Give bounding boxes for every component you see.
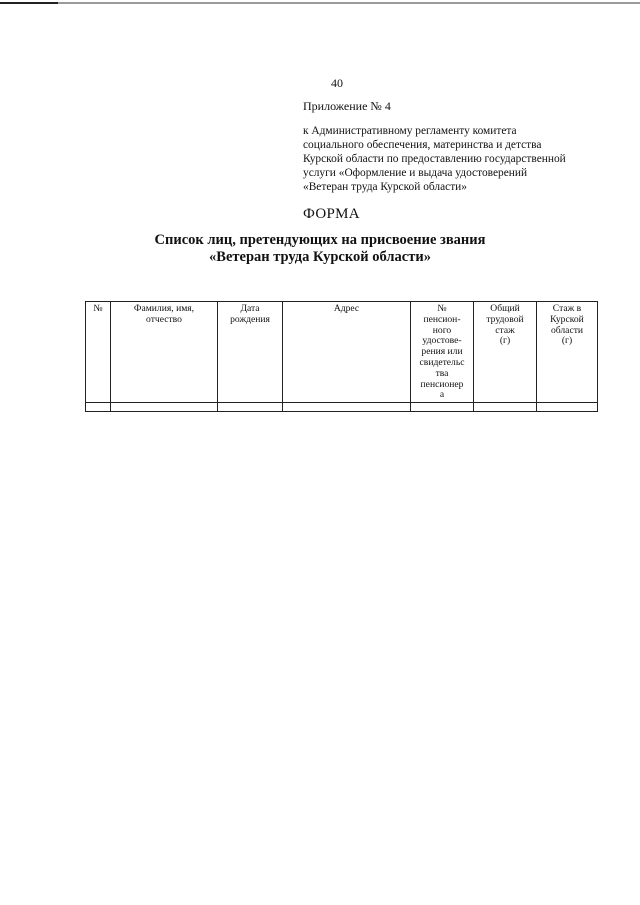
header-address: Адрес xyxy=(283,302,411,403)
header-kursk-experience: Стаж в Курской области (г) xyxy=(537,302,598,403)
table-cell xyxy=(86,403,111,412)
table-cell xyxy=(474,403,537,412)
appendix-reference xyxy=(303,124,603,194)
table-cell xyxy=(411,403,474,412)
table-cell xyxy=(283,403,411,412)
appendix-label: Приложение № 4 xyxy=(303,99,391,113)
page-number: 40 xyxy=(331,76,343,90)
header-number: № xyxy=(86,302,111,403)
table-cell xyxy=(218,403,283,412)
title-line-1: Список лиц, претендующих на присвоение звания xyxy=(154,232,486,248)
appendix-line: социального обеспечения, материнства и детства xyxy=(303,139,542,151)
appendix-line: к Административному регламенту комитета xyxy=(303,125,517,137)
table-cell xyxy=(111,403,218,412)
header-total-experience: Общий трудовой стаж (г) xyxy=(474,302,537,403)
table-row xyxy=(86,403,598,412)
header-full-name: Фамилия, имя, отчество xyxy=(111,302,218,403)
appendix-line: услуги «Оформление и выдача удостоверений xyxy=(303,167,528,179)
document-title xyxy=(90,232,550,266)
table-cell xyxy=(537,403,598,412)
top-scan-line xyxy=(0,2,640,4)
form-table xyxy=(85,301,598,412)
title-line-2: «Ветеран труда Курской области» xyxy=(209,249,431,265)
top-scan-line-dark xyxy=(0,2,58,4)
header-birth-date: Дата рождения xyxy=(218,302,283,403)
table-header-row xyxy=(86,302,598,403)
header-pension-certificate: № пенсион- ного удостове- рения или свидетельс тва пенсионер а xyxy=(411,302,474,403)
appendix-line: Курской области по предоставлению государственной xyxy=(303,153,566,165)
appendix-line: «Ветеран труда Курской области» xyxy=(303,181,467,193)
form-label: ФОРМА xyxy=(303,206,360,222)
